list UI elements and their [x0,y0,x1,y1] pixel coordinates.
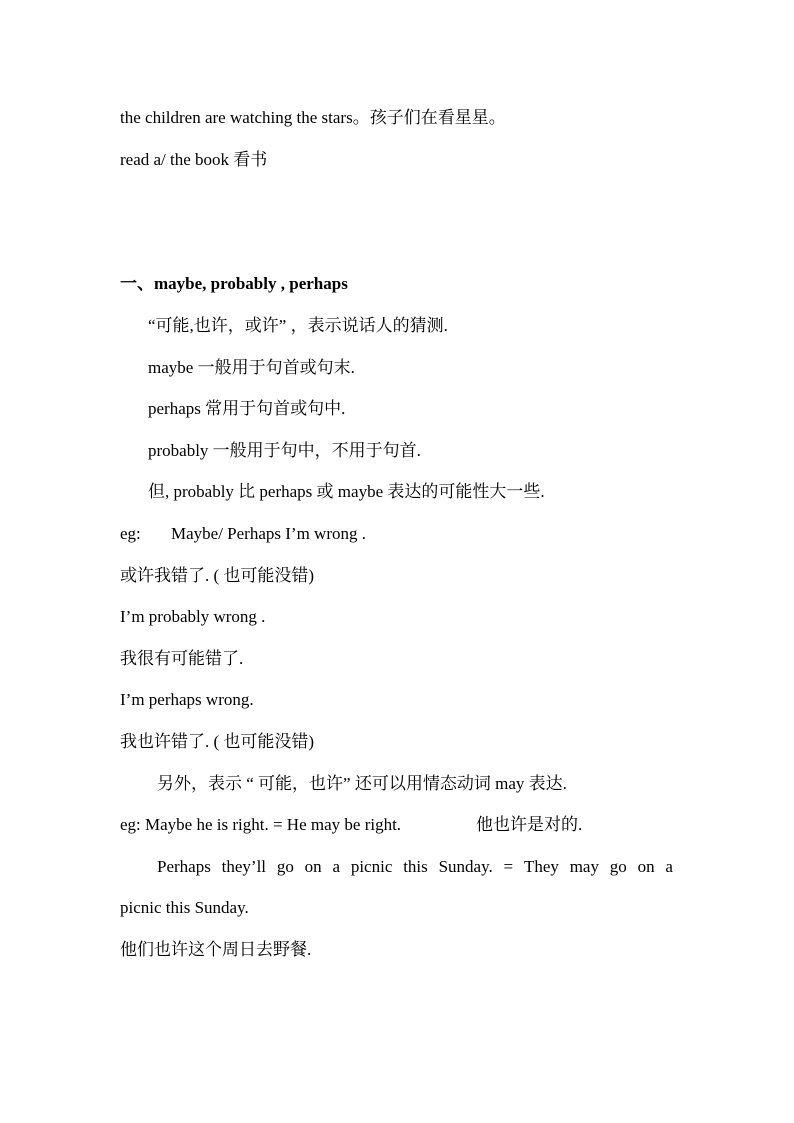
example-3-translation: 我也许错了. ( 也可能没错) [120,732,315,751]
example-5-word: a [332,857,341,876]
example-5-word: a [665,857,673,876]
example-1-text: Maybe/ Perhaps I’m wrong . [171,524,366,543]
perhaps-rule: perhaps 常用于句首或句中. [148,399,346,418]
example-label: eg: [120,524,141,543]
read-book-line: read a/ the book 看书 [120,150,268,169]
example-5-word: may [569,857,599,876]
section-heading: 一、maybe, probably , perhaps [120,274,348,293]
example-5-word: = [503,857,514,876]
example-5-word: this [403,857,428,876]
stars-sentence: the children are watching the stars。孩子们在看星星。 [120,108,506,127]
example-5-word: picnic [350,857,393,876]
example-5-word: on [304,857,322,876]
comparison-line: 但, probably 比 perhaps 或 maybe 表达的可能性大一些. [148,482,545,501]
example-5-word: go [276,857,294,876]
example-1-translation: 或许我错了. ( 也可能没错) [120,566,315,585]
example-5-word: go [609,857,627,876]
example-5-word: Sunday. [438,857,493,876]
modal-note: 另外，表示 “ 可能，也许” 还可以用情态动词 may 表达. [157,774,567,793]
example-2-translation: 我很有可能错了. [120,649,244,668]
example-5-text [157,857,673,877]
example-5-word: Perhaps [157,857,211,876]
probably-rule: probably 一般用于句中，不用于句首. [148,441,421,460]
example-3-text: I’m perhaps wrong. [120,690,254,709]
example-4-translation: 他也许是对的. [476,815,583,834]
maybe-rule: maybe 一般用于句首或句末. [148,358,355,377]
example-5-word: they’ll [221,857,267,876]
example-2-text: I’m probably wrong . [120,607,266,626]
example-5-word: They [523,857,559,876]
meaning-line: “可能,也许，或许” ，表示说话人的猜测. [148,316,448,335]
example-4-text: eg: Maybe he is right. = He may be right. [120,815,402,834]
example-5-word: on [637,857,655,876]
example-5-translation: 他们也许这个周日去野餐. [120,940,312,959]
example-5-continuation: picnic this Sunday. [120,898,249,917]
